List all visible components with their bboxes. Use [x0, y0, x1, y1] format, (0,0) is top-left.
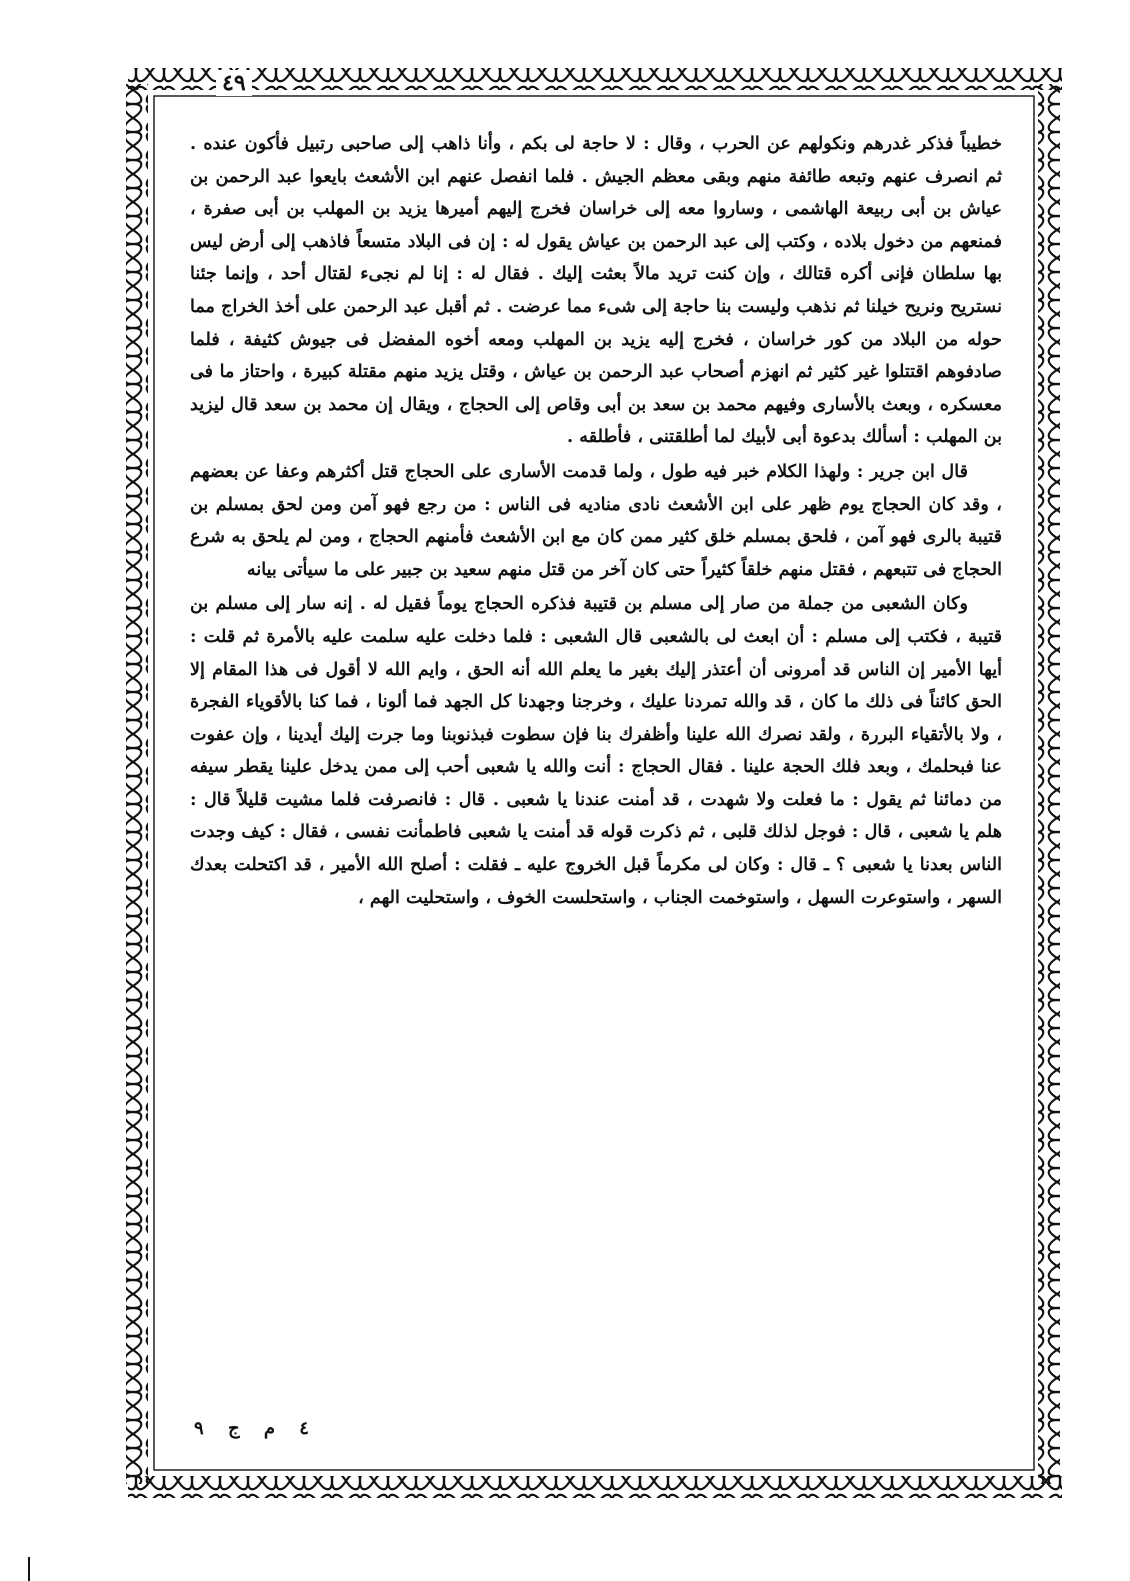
paragraph-1: خطيباً فذكر غدرهم ونكولهم عن الحرب ، وقال : لا حاجة لى بكم ، وأنا ذاهب إلى صاحبى رتبيل فأكون عنده . ثم انصرف عنهم وتبعه طائفة منهم وبقى معظم الجيش . فلما انفصل عنهم ابن الأشعث بايعوا عبد الرحمن بن عياش بن أبى ربيعة الهاشمى ، وساروا معه إلى خراسان فخرج إليهم أميرها يزيد بن المهلب بن أبى صفرة ، فمنعهم من دخول بلاده ، وكتب إلى عبد الرحمن بن عياش يقول له : إن فى البلاد متسعاً فاذهب إلى أرض ليس بها سلطان فإنى أكره قتالك ، وإن كنت تريد مالاً بعثت إليك . فقال له : إنا لم نجىء لقتال أحد ، وإنما جئنا نستريح ونريح خيلنا ثم نذهب وليست بنا حاجة إلى شىء مما عرضت . ثم أقبل عبد الرحمن على أخذ الخراج مما حوله من البلاد من كور خراسان ، فخرج إليه يزيد بن المهلب ومعه أخوه المفضل فى جيوش كثيفة ، فلما صادفوهم اقتتلوا غير كثير ثم انهزم أصحاب عبد الرحمن بن عياش ، وقتل يزيد منهم مقتلة كبيرة ، واحتاز ما فى معسكره ، وبعث بالأسارى وفيهم محمد بن سعد بن أبى وقاص إلى الحجاج ، ويقال إن محمد بن سعد قال ليزيد بن المهلب : أسألك بدعوة أبى لأبيك لما أطلقتنى ، فأطلقه .	[190, 133, 1002, 448]
body-text	[190, 128, 1002, 1440]
corner-mark	[28, 1557, 38, 1581]
paragraph-2: قال ابن جرير : ولهذا الكلام خبر فيه طول ، ولما قدمت الأسارى على الحجاج قتل أكثرهم وعفا عن بعضهم ، وقد كان الحجاج يوم ظهر على ابن الأشعث نادى مناديه فى الناس : من رجع فهو آمن ومن لحق بمسلم بن قتيبة بالرى فهو آمن ، فلحق بمسلم خلق كثير ممن كان مع ابن الأشعث فأمنهم الحجاج ، ومن لم يلحق به شرع الحجاج فى تتبعهم ، فقتل منهم خلقاً كثيراً حتى كان آخر من قتل منهم سعيد بن جبير على ما سيأتى بيانه	[190, 460, 1002, 580]
paragraph-3: وكان الشعبى من جملة من صار إلى مسلم بن قتيبة فذكره الحجاج يوماً فقيل له . إنه سار إلى مسلم بن قتيبة ، فكتب إلى مسلم : أن ابعث لى بالشعبى قال الشعبى : فلما دخلت عليه سلمت عليه بالأمرة ثم قلت : أيها الأمير إن الناس قد أمرونى أن أعتذر إليك بغير ما يعلم الله أنه الحق ، وايم الله لا أقول فى هذا المقام إلا الحق كائناً فى ذلك ما كان ، قد والله تمردنا عليك ، وخرجنا وجهدنا كل الجهد فما ألونا ، فما كنا بالأقوياء الفجرة ، ولا بالأتقياء البررة ، ولقد نصرك الله علينا وأظفرك بنا فإن سطوت فبذنوبنا وما جرت إليك أيدينا ، وإن عفوت عنا فبحلمك ، وبعد فلك الحجة علينا . فقال الحجاج : أنت والله يا شعبى أحب إلى ممن يدخل علينا يقطر سيفه من دمائنا ثم يقول : ما فعلت ولا شهدت ، قد أمنت عندنا يا شعبى . قال : فانصرفت فلما مشيت قليلاً قال : هلم يا شعبى ، قال : فوجل لذلك قلبى ، ثم ذكرت قوله قد أمنت يا شعبى فاطمأنت نفسى ، فقال : كيف وجدت الناس بعدنا يا شعبى ؟ ـ قال : وكان لى مكرماً قبل الخروج عليه ـ فقلت : أصلح الله الأمير ، قد اكتحلت بعدك السهر ، واستوعرت السهل ، واستوخمت الجناب ، واستحلست الخوف ، واستحليت الهم ،	[190, 593, 1002, 908]
border-top	[128, 68, 1062, 90]
border-right	[1038, 84, 1060, 1484]
border-left	[126, 84, 148, 1484]
printer-signature: ٤ م ج ٩	[194, 1418, 309, 1439]
page-number: ٤٩	[216, 70, 252, 96]
page-frame	[122, 62, 1068, 1508]
border-bottom	[128, 1476, 1062, 1498]
